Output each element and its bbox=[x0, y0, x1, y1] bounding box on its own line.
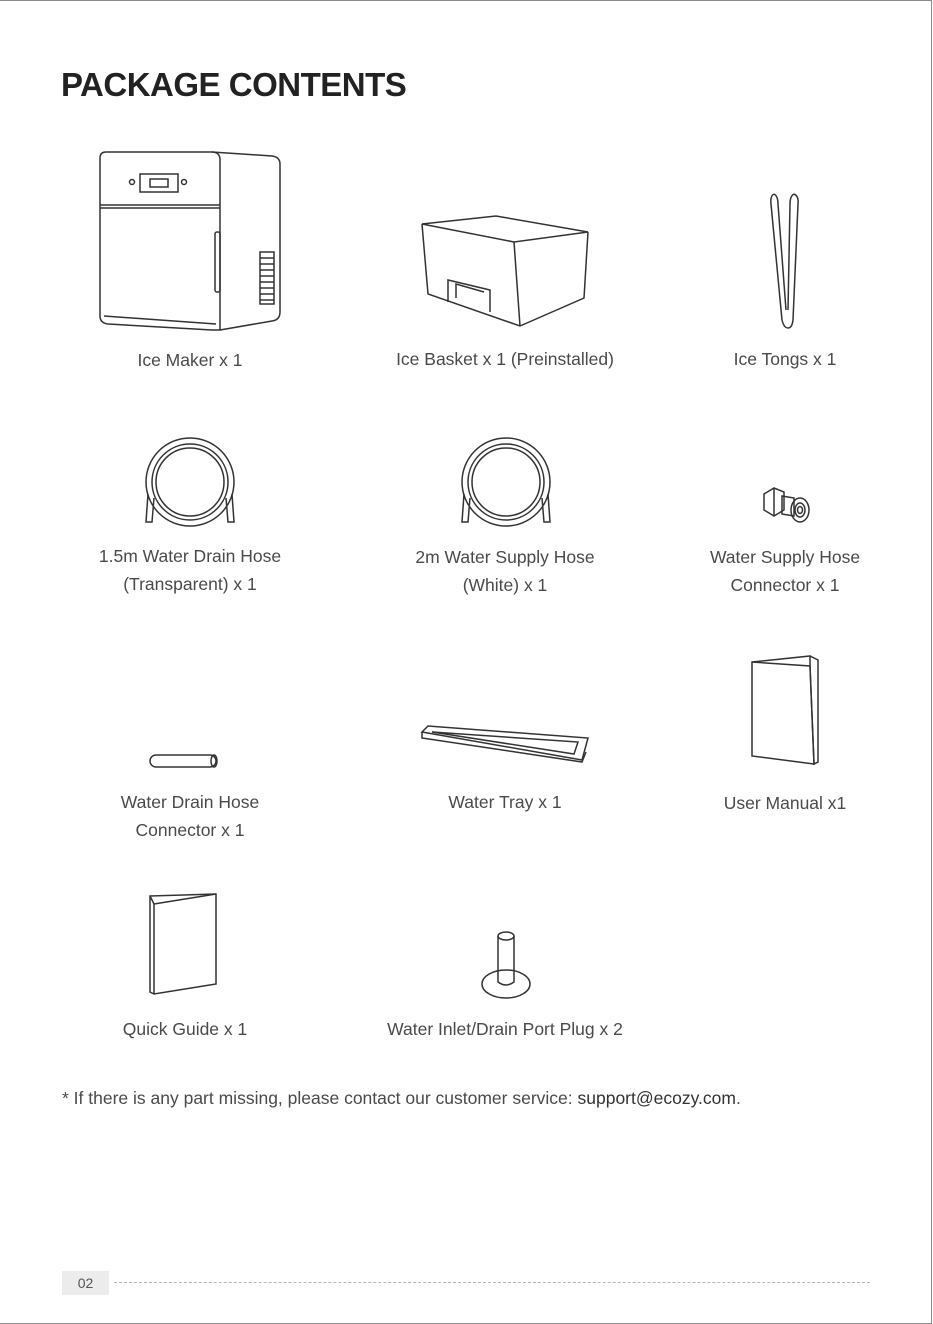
support-email-link[interactable]: support@ecozy.com bbox=[577, 1088, 736, 1108]
supply-connector-icon bbox=[760, 484, 812, 526]
item-label: Water Supply Hose Connector x 1 bbox=[709, 547, 861, 595]
footer-divider bbox=[114, 1282, 870, 1283]
port-plug-icon bbox=[478, 928, 534, 1002]
drain-connector-icon bbox=[148, 753, 220, 769]
ice-maker-icon bbox=[96, 148, 286, 334]
user-manual-icon bbox=[748, 652, 824, 766]
ice-tongs-icon bbox=[764, 190, 804, 332]
item-label: User Manual x1 bbox=[723, 793, 847, 813]
item-label: Water Inlet/Drain Port Plug x 2 bbox=[387, 1019, 623, 1039]
supply-hose-icon bbox=[456, 436, 556, 528]
ice-basket-icon bbox=[418, 214, 592, 330]
note-suffix: . bbox=[735, 1088, 741, 1108]
quick-guide-icon bbox=[146, 892, 222, 998]
item-label: Ice Maker x 1 bbox=[137, 350, 243, 370]
drain-hose-icon bbox=[140, 436, 240, 528]
item-label: 1.5m Water Drain Hose (Transparent) x 1 bbox=[98, 546, 282, 594]
note-text: * If there is any part missing, please contact our customer service: bbox=[62, 1088, 578, 1108]
page-title: PACKAGE CONTENTS bbox=[61, 66, 407, 103]
missing-parts-note bbox=[62, 1088, 741, 1109]
water-tray-icon bbox=[418, 724, 592, 764]
item-label: Ice Tongs x 1 bbox=[733, 349, 837, 369]
item-label: Ice Basket x 1 (Preinstalled) bbox=[396, 349, 614, 369]
item-label: Water Tray x 1 bbox=[448, 792, 562, 812]
item-label: Water Drain Hose Connector x 1 bbox=[120, 792, 260, 840]
item-label: Quick Guide x 1 bbox=[122, 1019, 248, 1039]
page-number: 02 bbox=[62, 1271, 109, 1295]
item-label: 2m Water Supply Hose (White) x 1 bbox=[415, 547, 595, 595]
